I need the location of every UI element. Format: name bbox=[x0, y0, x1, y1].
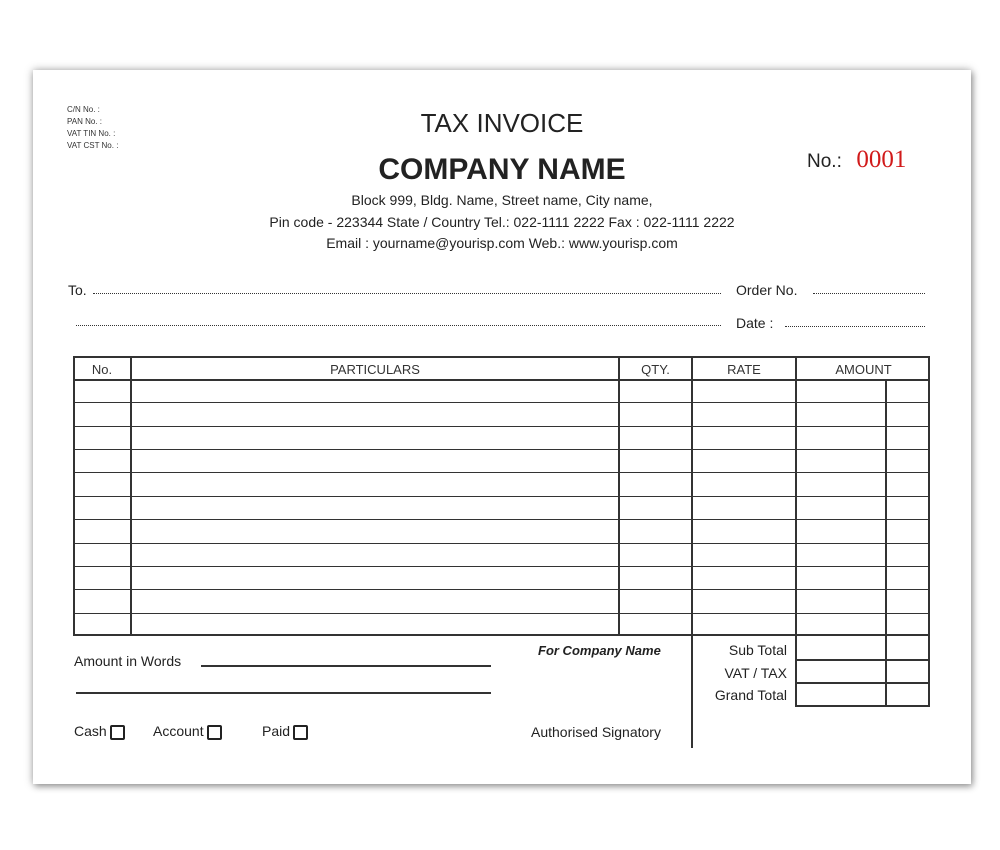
table-row-divider bbox=[73, 426, 930, 427]
account-label: Account bbox=[153, 723, 204, 739]
company-name: COMPANY NAME bbox=[378, 153, 626, 186]
address-line-2: Pin code - 223344 State / Country Tel.: 022-1111 2222 Fax : 022-1111 2222 bbox=[269, 214, 735, 230]
payment-option-account[interactable] bbox=[153, 723, 222, 740]
column-header-particulars: PARTICULARS bbox=[330, 362, 420, 377]
authorised-signatory-label: Authorised Signatory bbox=[531, 724, 661, 740]
totals-divider-2 bbox=[795, 682, 930, 684]
table-row-divider bbox=[73, 613, 930, 614]
table-row-divider bbox=[73, 566, 930, 567]
header-divider bbox=[73, 379, 930, 381]
to-line-2[interactable] bbox=[76, 325, 721, 326]
sub-total-label: Sub Total bbox=[728, 642, 787, 658]
address-line-1: Block 999, Bldg. Name, Street name, City name, bbox=[351, 192, 653, 208]
vat-cst-no-label: VAT CST No. : bbox=[67, 141, 119, 150]
payment-option-cash[interactable] bbox=[74, 723, 125, 740]
invoice-number-label: No.: bbox=[807, 151, 842, 172]
to-line-1[interactable] bbox=[93, 293, 721, 294]
totals-divider-1 bbox=[795, 659, 930, 661]
date-label: Date : bbox=[736, 315, 774, 331]
for-company-label: For Company Name bbox=[538, 643, 661, 658]
column-header-no: No. bbox=[91, 362, 113, 377]
col-divider-qty bbox=[691, 356, 693, 748]
table-row-divider bbox=[73, 496, 930, 497]
invoice-number: 0001 bbox=[856, 146, 907, 173]
table-row-divider bbox=[73, 589, 930, 590]
paid-checkbox[interactable] bbox=[293, 725, 308, 740]
vat-tin-no-label: VAT TIN No. : bbox=[67, 129, 116, 138]
cash-label: Cash bbox=[74, 723, 107, 739]
date-line[interactable] bbox=[785, 326, 925, 327]
address-line-3: Email : yourname@yourisp.com Web.: www.yourisp.com bbox=[326, 235, 678, 251]
order-no-line[interactable] bbox=[813, 293, 925, 294]
column-header-rate: RATE bbox=[727, 362, 761, 377]
cash-checkbox[interactable] bbox=[110, 725, 125, 740]
document-title: TAX INVOICE bbox=[420, 108, 584, 138]
totals-box bbox=[795, 636, 930, 707]
column-header-amount: AMOUNT bbox=[835, 362, 892, 377]
table-row-divider bbox=[73, 472, 930, 473]
vat-tax-label: VAT / TAX bbox=[724, 665, 787, 681]
payment-option-paid[interactable] bbox=[262, 723, 308, 740]
table-row-divider bbox=[73, 449, 930, 450]
amount-in-words-line-1[interactable] bbox=[201, 665, 491, 667]
pan-no-label: PAN No. : bbox=[67, 117, 102, 126]
column-header-qty: QTY. bbox=[641, 362, 670, 377]
grand-total-label: Grand Total bbox=[714, 687, 787, 703]
amount-in-words-label: Amount in Words bbox=[74, 653, 182, 669]
account-checkbox[interactable] bbox=[207, 725, 222, 740]
cn-no-label: C/N No. : bbox=[67, 105, 100, 114]
table-row-divider bbox=[73, 519, 930, 520]
table-row-divider bbox=[73, 402, 930, 403]
table-row-divider bbox=[73, 543, 930, 544]
order-no-label: Order No. bbox=[736, 282, 798, 298]
to-label: To. bbox=[68, 282, 87, 298]
amount-in-words-line-2[interactable] bbox=[76, 692, 491, 694]
paid-label: Paid bbox=[262, 723, 291, 739]
invoice-sheet bbox=[33, 70, 971, 784]
invoice-number-block bbox=[807, 146, 906, 174]
